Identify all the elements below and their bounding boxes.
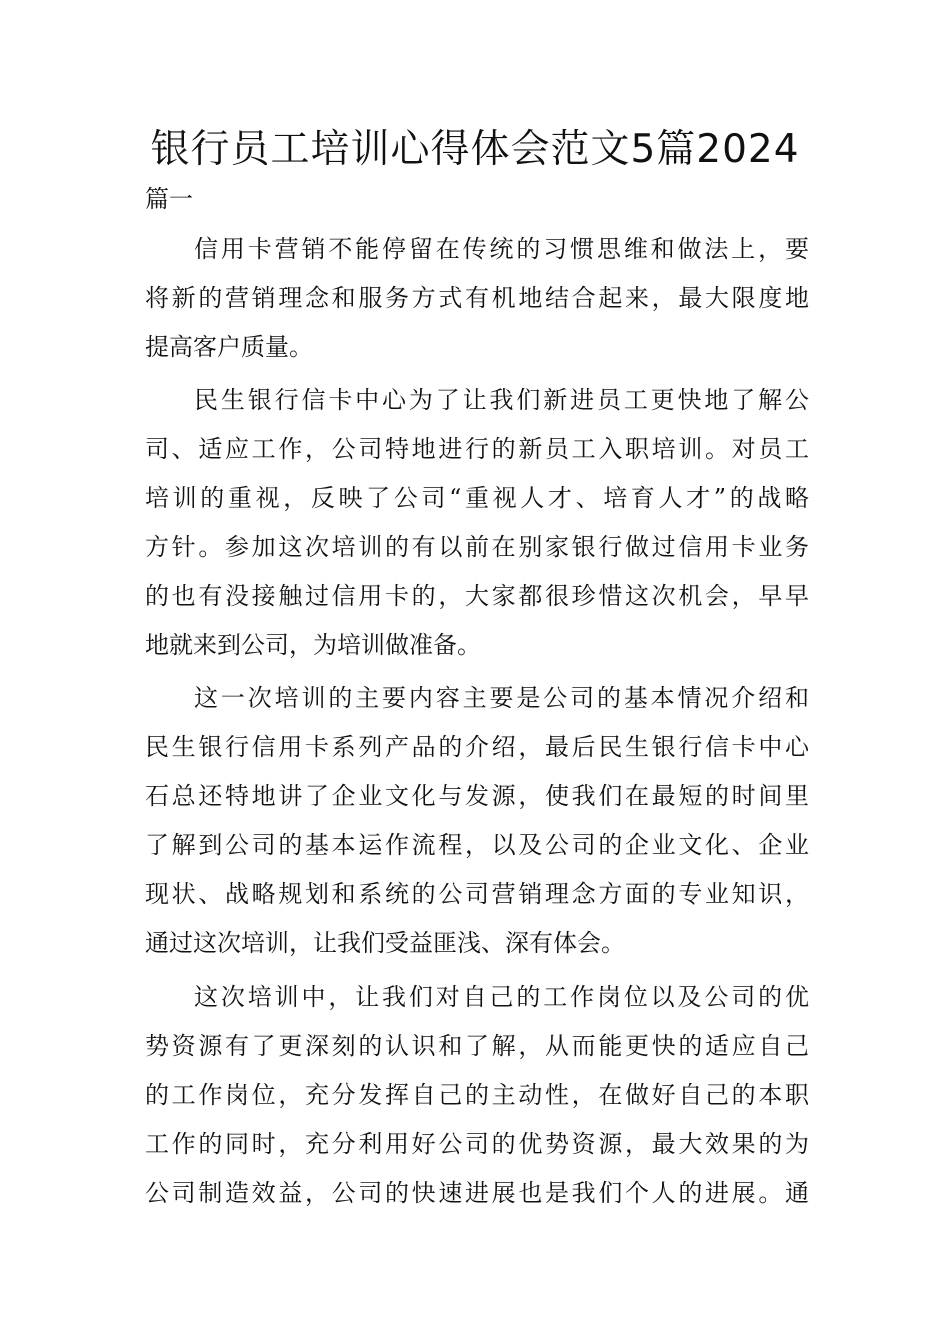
- paragraph-line: 地就来到公司，为培训做准备。: [145, 631, 481, 659]
- paragraph-line: 现状、战略规划和系统的公司营销理念方面的专业知识，: [145, 880, 809, 908]
- paragraph-line: 了解到公司的基本运作流程，以及公司的企业文化、企业: [145, 831, 809, 859]
- paragraph-line: 民生银行信用卡系列产品的介绍，最后民生银行信卡中心: [145, 733, 809, 761]
- paragraph-line: 将新的营销理念和服务方式有机地结合起来，最大限度地: [145, 284, 809, 312]
- paragraph-line: 信用卡营销不能停留在传统的习惯思维和做法上，要: [194, 235, 809, 263]
- paragraph-line: 公司制造效益，公司的快速进展也是我们个人的进展。通: [145, 1179, 809, 1207]
- paragraph-line: 石总还特地讲了企业文化与发源，使我们在最短的时间里: [145, 782, 809, 810]
- paragraph-line: 这一次培训的主要内容主要是公司的基本情况介绍和: [194, 684, 809, 712]
- paragraph-line: 民生银行信卡中心为了让我们新进员工更快地了解公: [194, 386, 809, 414]
- paragraph-4: [145, 973, 809, 1218]
- paragraph-1: [145, 225, 809, 372]
- document-title: 银行员工培训心得体会范文5篇2024: [150, 127, 800, 172]
- paragraph-3: [145, 674, 809, 968]
- paragraph-line: 方针。参加这次培训的有以前在别家银行做过信用卡业务: [145, 533, 809, 561]
- paragraph-line: 通过这次培训，让我们受益匪浅、深有体会。: [145, 929, 625, 957]
- paragraph-line: 提高客户质量。: [145, 333, 313, 361]
- paragraph-2: [145, 376, 809, 670]
- paragraph-line: 这次培训中，让我们对自己的工作岗位以及公司的优: [194, 983, 809, 1011]
- section-label: 篇一: [145, 185, 193, 213]
- paragraph-line: 的工作岗位，充分发挥自己的主动性，在做好自己的本职: [145, 1081, 809, 1109]
- paragraph-line: 司、适应工作，公司特地进行的新员工入职培训。对员工: [145, 435, 809, 463]
- paragraph-line: 工作的同时，充分利用好公司的优势资源，最大效果的为: [145, 1130, 809, 1158]
- paragraph-line: 的也有没接触过信用卡的，大家都很珍惜这次机会，早早: [145, 582, 809, 610]
- paragraph-line: 培训的重视，反映了公司“重视人才、培育人才”的战略: [145, 484, 809, 512]
- paragraph-line: 势资源有了更深刻的认识和了解，从而能更快的适应自己: [145, 1032, 809, 1060]
